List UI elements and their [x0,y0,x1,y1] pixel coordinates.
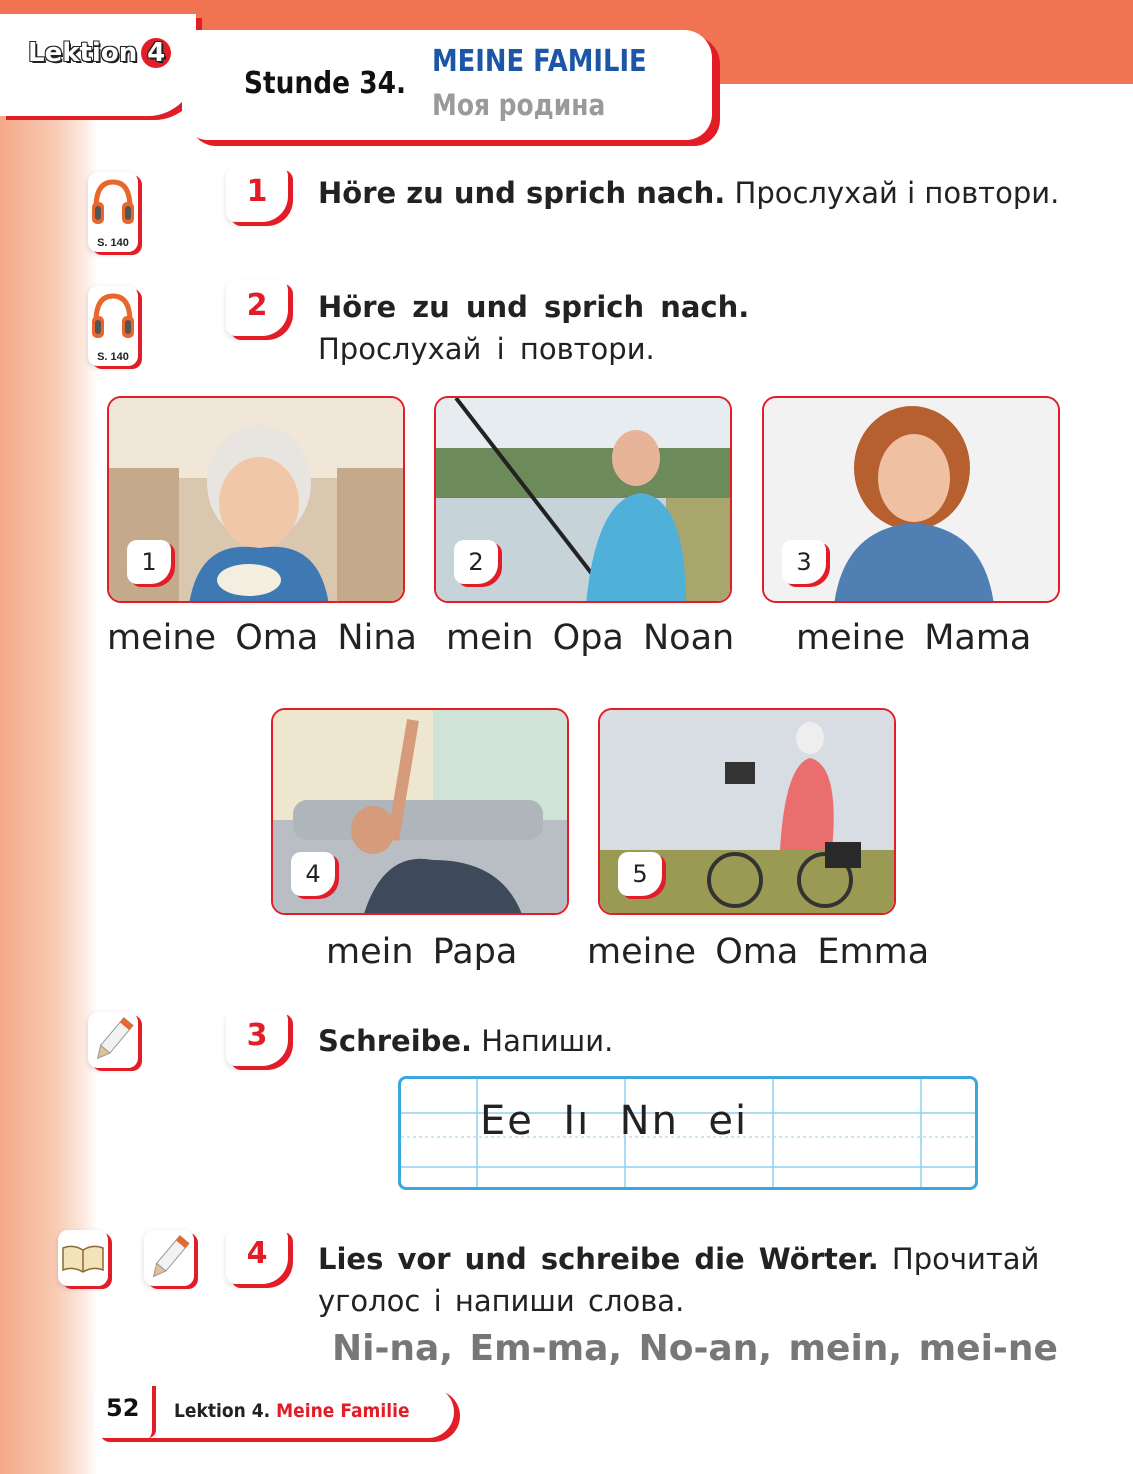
audio-ref-label: S. 140 [97,351,129,363]
task-4-instruction-de: Lies vor und schreibe die Wörter. [318,1242,879,1276]
pencil-card [144,1230,194,1286]
task-number-4: 4 [226,1228,288,1284]
headphones-icon [88,172,138,232]
page-number: 52 [106,1394,140,1422]
task-2-instruction-ua: Прослухай і повтори. [318,332,655,366]
headphones-icon [88,286,138,346]
task-2-instruction-de: Höre zu und sprich nach. [318,290,750,324]
pencil-icon [88,1012,138,1068]
audio-ref-label: S. 140 [97,237,129,249]
caption-2: mein Opa Noan [446,618,735,658]
photo-number-4: 4 [291,852,335,896]
task-4-instruction-ua: Прочитай [878,1242,1040,1276]
writing-sample-letters: Ee Iı Nn ei [480,1098,749,1144]
task-4-instruction [318,1238,1060,1322]
task-1-instruction-ua: Прослухай і повтори. [725,176,1060,210]
photo-number-3: 3 [782,540,826,584]
caption-5: meine Oma Emma [587,932,930,972]
task-4-instruction-ua-2: уголос і напиши слова. [318,1284,685,1318]
syllable-words: Ni-na, Em-ma, No-an, mein, mei-ne [332,1328,1058,1369]
task-1-instruction-de: Höre zu und sprich nach. [318,176,726,210]
audio-card-2[interactable] [88,286,138,366]
caption-3: meine Mama [796,618,1032,658]
caption-1: meine Oma Nina [107,618,417,658]
photo-number-2: 2 [454,540,498,584]
audio-card-1[interactable] [88,172,138,252]
task-1-instruction [318,172,1059,214]
lektion-label: Lektion [28,38,138,68]
page-subtitle: Моя родина [432,88,606,122]
task-number-1: 1 [226,166,288,222]
lektion-badge [28,38,171,68]
footer-divider [148,1386,156,1438]
caption-4: mein Papa [326,932,518,972]
photo-number-5: 5 [618,852,662,896]
task-number-3: 3 [226,1010,288,1066]
book-icon [58,1230,108,1286]
page-title: MEINE FAMILIE [432,44,647,79]
task-3-instruction-de: Schreibe. [318,1024,473,1058]
task-2-instruction [318,286,749,370]
lektion-number: 4 [141,38,171,68]
footer-lesson: Lektion 4. [174,1400,271,1422]
pencil-card [88,1012,138,1068]
photo-number-1: 1 [127,540,171,584]
task-3-instruction [318,1020,613,1062]
book-card [58,1230,108,1286]
footer-lesson-title [174,1400,410,1422]
task-3-instruction-ua: Напиши. [472,1024,614,1058]
lesson-number: Stunde 34. [244,66,406,101]
task-number-2: 2 [226,280,288,336]
footer-topic: Meine Familie [276,1400,410,1422]
pencil-icon [144,1230,194,1286]
